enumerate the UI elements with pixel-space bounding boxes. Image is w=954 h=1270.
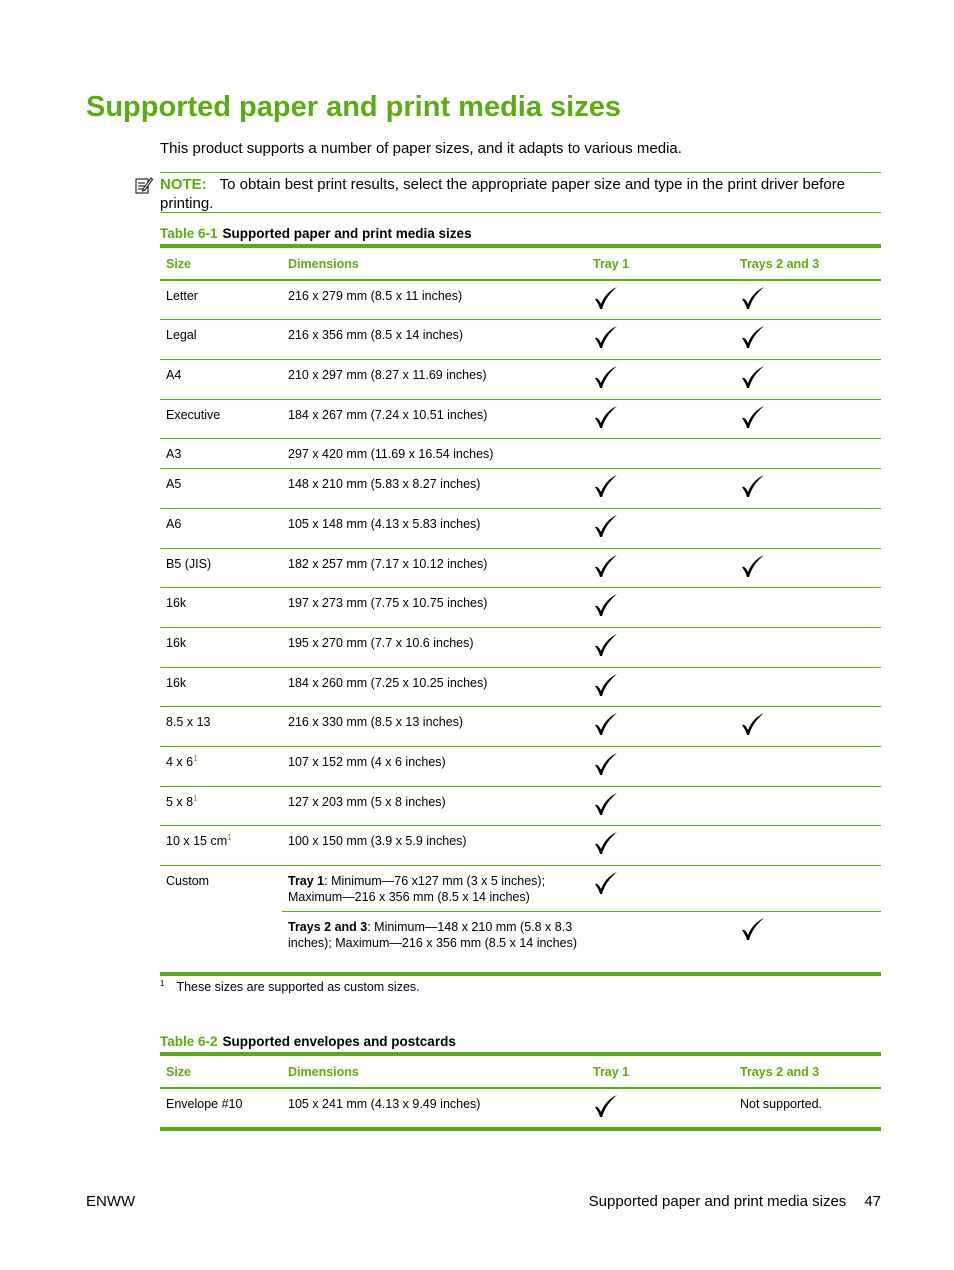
cell-trays23 [734, 469, 881, 509]
cell-tray1 [587, 667, 734, 707]
checkmark-icon [593, 513, 619, 539]
checkmark-icon [740, 285, 766, 311]
size-label: 16k [166, 596, 187, 611]
cell-size [160, 667, 282, 707]
table-row [160, 826, 881, 866]
checkmark-icon [593, 324, 619, 350]
table-row [160, 628, 881, 668]
table1-caption-text: Supported paper and print media sizes [222, 226, 472, 241]
checkmark-icon [593, 711, 619, 737]
cell-size [160, 320, 282, 360]
footer-left: ENWW [86, 1193, 136, 1210]
cell-trays23 [734, 912, 881, 974]
header-dimensions: Dimensions [282, 1054, 587, 1088]
cell-trays23 [734, 359, 881, 399]
size-label: A3 [166, 447, 182, 462]
custom-trays23-label: Trays 2 and 3 [288, 920, 368, 935]
cell-tray1 [587, 399, 734, 439]
checkmark-icon [593, 672, 619, 698]
header-tray1: Tray 1 [587, 246, 734, 280]
cell-trays23 [734, 508, 881, 548]
size-label: 16k [166, 675, 187, 690]
cell-trays23 [734, 747, 881, 787]
header-tray1: Tray 1 [587, 1054, 734, 1088]
cell-size [160, 786, 282, 826]
size-label: 8.5 x 13 [166, 715, 211, 730]
note-pencil-icon [135, 176, 153, 194]
cell-size [160, 747, 282, 787]
footnote-ref: 1 [193, 753, 198, 763]
custom-trays23-text: : Minimum—148 x 210 mm (5.8 x 8.3 inches); Maximum—216 x 356 mm (8.5 x 14 inches) [288, 920, 577, 951]
cell-size [160, 280, 282, 320]
size-label: 4 x 6 [166, 755, 194, 770]
cell-dimensions: 105 x 148 mm (4.13 x 5.83 inches) [282, 508, 587, 548]
cell-dimensions: 210 x 297 mm (8.27 x 11.69 inches) [282, 359, 587, 399]
cell-size [160, 707, 282, 747]
cell-dimensions: 184 x 267 mm (7.24 x 10.51 inches) [282, 399, 587, 439]
footnote-ref: 1 [193, 793, 198, 803]
checkmark-icon [593, 830, 619, 856]
table2-caption-number: Table 6-2 [160, 1034, 218, 1049]
custom-tray1-label: Tray 1 [288, 874, 325, 889]
cell-dimensions [282, 866, 587, 912]
note-box [160, 172, 881, 213]
header-size: Size [160, 246, 282, 280]
table-row [160, 1088, 881, 1129]
cell-tray1 [587, 707, 734, 747]
checkmark-icon [593, 1093, 619, 1119]
cell-tray1 [587, 320, 734, 360]
size-label: 16k [166, 636, 187, 650]
checkmark-icon [740, 324, 766, 350]
cell-tray1 [587, 439, 734, 469]
size-label: A4 [166, 367, 182, 382]
footer-section-title: Supported paper and print media sizes [588, 1193, 847, 1210]
cell-size [160, 359, 282, 399]
checkmark-icon [593, 364, 619, 390]
table-header-row [160, 246, 881, 280]
table-header-row [160, 1054, 881, 1088]
size-label: Legal [166, 328, 197, 343]
cell-tray1 [587, 747, 734, 787]
cell-tray1 [587, 469, 734, 509]
cell-dimensions: 100 x 150 mm (3.9 x 5.9 inches) [282, 826, 587, 866]
cell-tray1 [587, 280, 734, 320]
checkmark-icon [740, 711, 766, 737]
table-row [160, 588, 881, 628]
cell-tray1 [587, 588, 734, 628]
cell-trays23 [734, 588, 881, 628]
table2-caption-text: Supported envelopes and postcards [222, 1034, 456, 1049]
cell-tray1 [587, 786, 734, 826]
note-text: To obtain best print results, select the appropriate paper size and type in the print driver before printing. [160, 176, 846, 212]
table-row [160, 399, 881, 439]
cell-dimensions: 107 x 152 mm (4 x 6 inches) [282, 747, 587, 787]
cell-size: Custom [160, 866, 282, 974]
cell-dimensions [282, 912, 587, 974]
cell-dimensions: 297 x 420 mm (11.69 x 16.54 inches) [282, 439, 587, 469]
footnote-number: 1 [160, 979, 165, 988]
intro-text: This product supports a number of paper sizes, and it adapts to various media. [160, 140, 682, 157]
cell-trays23 [734, 548, 881, 588]
header-size: Size [160, 1054, 282, 1088]
cell-size: Envelope #10 [160, 1088, 282, 1129]
page-title: Supported paper and print media sizes [86, 91, 621, 123]
checkmark-icon [593, 404, 619, 430]
checkmark-icon [593, 553, 619, 579]
checkmark-icon [593, 632, 619, 658]
table-row [160, 469, 881, 509]
checkmark-icon [740, 364, 766, 390]
cell-tray1 [587, 508, 734, 548]
checkmark-icon [740, 404, 766, 430]
cell-dimensions: 105 x 241 mm (4.13 x 9.49 inches) [282, 1088, 587, 1129]
table-row [160, 320, 881, 360]
checkmark-icon [593, 285, 619, 311]
cell-size [160, 588, 282, 628]
cell-dimensions: 127 x 203 mm (5 x 8 inches) [282, 786, 587, 826]
size-label: Executive [166, 407, 221, 422]
table-row [160, 747, 881, 787]
size-label: Letter [166, 289, 198, 303]
cell-trays23 [734, 439, 881, 469]
cell-trays23 [734, 826, 881, 866]
table2-caption [160, 1034, 456, 1049]
cell-tray1 [587, 628, 734, 668]
cell-tray1 [587, 912, 734, 974]
table-row-custom [160, 866, 881, 912]
cell-dimensions: 184 x 260 mm (7.25 x 10.25 inches) [282, 667, 587, 707]
header-trays23: Trays 2 and 3 [734, 1054, 881, 1088]
cell-size [160, 508, 282, 548]
checkmark-icon [593, 751, 619, 777]
cell-trays23 [734, 399, 881, 439]
cell-tray1 [587, 866, 734, 912]
cell-dimensions: 148 x 210 mm (5.83 x 8.27 inches) [282, 469, 587, 509]
cell-dimensions: 216 x 356 mm (8.5 x 14 inches) [282, 320, 587, 360]
cell-size [160, 399, 282, 439]
cell-trays23 [734, 866, 881, 912]
cell-trays23 [734, 320, 881, 360]
paper-sizes-table [160, 244, 881, 976]
cell-trays23 [734, 667, 881, 707]
table-row [160, 280, 881, 320]
cell-tray1 [587, 1088, 734, 1129]
note-label: NOTE: [160, 176, 207, 193]
size-label: 10 x 15 cm [166, 834, 228, 849]
cell-tray1 [587, 359, 734, 399]
cell-trays23 [734, 786, 881, 826]
checkmark-icon [593, 870, 619, 896]
cell-trays23 [734, 280, 881, 320]
cell-dimensions: 197 x 273 mm (7.75 x 10.75 inches) [282, 588, 587, 628]
table-row [160, 548, 881, 588]
checkmark-icon [593, 592, 619, 618]
checkmark-icon [593, 473, 619, 499]
table-row [160, 439, 881, 469]
table-footnote [160, 979, 420, 994]
cell-trays23: Not supported. [734, 1088, 881, 1129]
cell-tray1 [587, 548, 734, 588]
cell-tray1 [587, 826, 734, 866]
header-trays23: Trays 2 and 3 [734, 246, 881, 280]
cell-trays23 [734, 628, 881, 668]
cell-size [160, 826, 282, 866]
cell-dimensions: 216 x 279 mm (8.5 x 11 inches) [282, 280, 587, 320]
custom-tray1-text: : Minimum—76 x127 mm (3 x 5 inches); Maximum—216 x 356 mm (8.5 x 14 inches) [288, 874, 546, 905]
checkmark-icon [593, 791, 619, 817]
checkmark-icon [740, 473, 766, 499]
size-label: A5 [166, 477, 182, 492]
table-row [160, 707, 881, 747]
table1-caption [160, 226, 472, 241]
checkmark-icon [740, 553, 766, 579]
checkmark-icon [740, 916, 766, 942]
cell-dimensions: 182 x 257 mm (7.17 x 10.12 inches) [282, 548, 587, 588]
footnote-ref: 1 [227, 833, 232, 843]
cell-size [160, 628, 282, 668]
size-label: A6 [166, 516, 182, 531]
footer-right [589, 1193, 881, 1210]
table-row [160, 786, 881, 826]
table1-caption-number: Table 6-1 [160, 226, 218, 241]
cell-size [160, 548, 282, 588]
size-label: B5 (JIS) [166, 556, 212, 571]
size-label: 5 x 8 [166, 794, 194, 809]
table-row [160, 667, 881, 707]
cell-size [160, 469, 282, 509]
table-row [160, 359, 881, 399]
cell-size [160, 439, 282, 469]
cell-dimensions: 195 x 270 mm (7.7 x 10.6 inches) [282, 628, 587, 668]
cell-trays23 [734, 707, 881, 747]
header-dimensions: Dimensions [282, 246, 587, 280]
footnote-text: These sizes are supported as custom sizes. [176, 980, 420, 995]
page-number: 47 [864, 1193, 881, 1210]
envelopes-table [160, 1052, 881, 1131]
table-row [160, 508, 881, 548]
cell-dimensions: 216 x 330 mm (8.5 x 13 inches) [282, 707, 587, 747]
